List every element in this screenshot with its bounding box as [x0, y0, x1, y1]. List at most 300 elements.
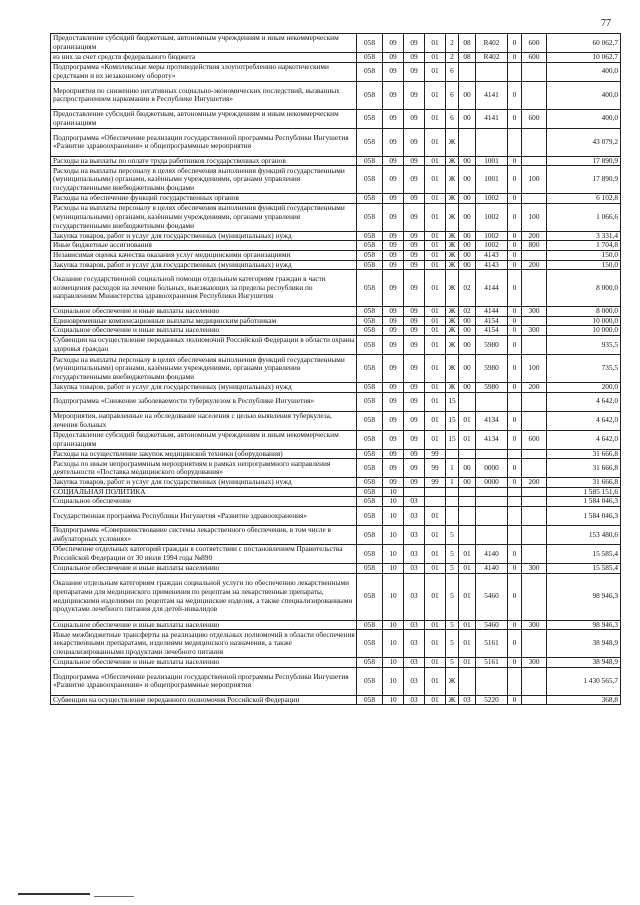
code-sub	[508, 392, 522, 411]
code-section: 09	[383, 326, 404, 336]
code-article: 1002	[476, 241, 508, 251]
code-article: 1002	[476, 194, 508, 204]
code-direction	[459, 62, 476, 81]
code-direction: 00	[459, 316, 476, 326]
code-direction: 08	[459, 34, 476, 53]
code-program: 01	[425, 525, 446, 544]
row-amount: 15 585,4	[547, 544, 621, 563]
row-name: Социальное обеспечение и иные выплаты населению	[51, 620, 357, 630]
code-sub: 0	[508, 326, 522, 336]
footer-rule-short	[94, 896, 134, 897]
code-subprogram: Ж	[446, 250, 459, 260]
table-row	[51, 573, 621, 620]
code-subsection: 09	[404, 34, 425, 53]
code-direction: 00	[459, 194, 476, 204]
code-expense	[522, 695, 547, 705]
code-subsection: 03	[404, 695, 425, 705]
code-subprogram: Ж	[446, 695, 459, 705]
code-subprogram: Ж	[446, 354, 459, 382]
code-program: 01	[425, 573, 446, 620]
code-direction: 01	[459, 573, 476, 620]
row-name: Закупка товаров, работ и услуг для государственных (муниципальных) нужд	[51, 231, 357, 241]
row-name: Мероприятия, направленные на обследование населения с целью выявления туберкулеза, лечения больных	[51, 411, 357, 430]
code-section: 10	[383, 525, 404, 544]
row-name: Оказание отдельным категориям граждан социальной услуги по обеспечению лекарственными препаратами для медицинского применения по рецептам на лекарственные препараты, медицинскими изделиями по рецептам на медицинские изделия, а также специализированными продуктами лечебного питания для детей-инвалидов	[51, 573, 357, 620]
code-subprogram	[446, 506, 459, 525]
code-sub: 0	[508, 573, 522, 620]
code-subprogram: Ж	[446, 166, 459, 194]
code-program: 01	[425, 270, 446, 307]
code-expense: 600	[522, 34, 547, 53]
code-subsection: 03	[404, 525, 425, 544]
code-expense	[522, 411, 547, 430]
code-section: 09	[383, 62, 404, 81]
code-direction: 00	[459, 156, 476, 166]
row-name: Подпрограмма «Комплексные меры противодействия злоупотреблению наркотическими средствами и их незаконному обороту»	[51, 62, 357, 81]
code-article: 4141	[476, 109, 508, 128]
code-subsection: 03	[404, 658, 425, 668]
code-expense	[522, 449, 547, 459]
code-article: 4141	[476, 81, 508, 109]
table-row	[51, 128, 621, 156]
code-grbs: 058	[357, 354, 383, 382]
row-amount: 3 331,4	[547, 231, 621, 241]
code-sub	[508, 487, 522, 497]
code-expense	[522, 316, 547, 326]
code-subsection: 09	[404, 307, 425, 317]
code-expense	[522, 525, 547, 544]
code-section: 09	[383, 335, 404, 354]
code-direction: 01	[459, 563, 476, 573]
code-article: 4154	[476, 326, 508, 336]
budget-table	[50, 33, 621, 705]
code-subsection: 09	[404, 241, 425, 251]
row-name: Подпрограмма «Обеспечение реализации государственной программы Республики Ингушетия «Развитие здравоохранения» и общепрограммные мероприятия	[51, 667, 357, 695]
code-grbs: 058	[357, 194, 383, 204]
code-section: 10	[383, 620, 404, 630]
code-sub: 0	[508, 620, 522, 630]
code-sub: 0	[508, 241, 522, 251]
code-program: 01	[425, 128, 446, 156]
code-direction	[459, 497, 476, 507]
code-expense	[522, 630, 547, 658]
code-sub	[508, 667, 522, 695]
row-name: Социальное обеспечение и иные выплаты населению	[51, 563, 357, 573]
code-expense: 300	[522, 563, 547, 573]
code-article: 1002	[476, 203, 508, 231]
code-article	[476, 62, 508, 81]
code-grbs: 058	[357, 81, 383, 109]
row-name: Расходы на выплаты персоналу в целях обеспечения выполнения функций государственными (муниципальными) органами, казёнными учреждениями, органами управления государственными внебюджетными фондами	[51, 203, 357, 231]
table-row	[51, 459, 621, 478]
code-direction: 01	[459, 544, 476, 563]
code-section: 09	[383, 250, 404, 260]
table-row	[51, 109, 621, 128]
code-grbs: 058	[357, 166, 383, 194]
code-grbs: 058	[357, 307, 383, 317]
code-expense	[522, 270, 547, 307]
code-article: 4144	[476, 270, 508, 307]
code-program: 01	[425, 695, 446, 705]
row-amount: 31 666,8	[547, 459, 621, 478]
table-row	[51, 62, 621, 81]
code-direction: 00	[459, 335, 476, 354]
row-name: Мероприятия по снижению негативных социально-экономических последствий, вызванных распространением наркомании в Республике Ингушетия»	[51, 81, 357, 109]
code-subsection: 09	[404, 156, 425, 166]
code-section: 09	[383, 411, 404, 430]
code-subprogram: Ж	[446, 382, 459, 392]
code-sub: 0	[508, 53, 522, 63]
code-section: 10	[383, 563, 404, 573]
code-direction: 08	[459, 53, 476, 63]
code-section: 09	[383, 430, 404, 449]
table-row	[51, 307, 621, 317]
code-subsection	[404, 487, 425, 497]
code-grbs: 058	[357, 544, 383, 563]
row-amount: 935,5	[547, 335, 621, 354]
row-name: Предоставление субсидий бюджетным, автономным учреждениям и иным некоммерческим организациям	[51, 430, 357, 449]
code-sub: 0	[508, 430, 522, 449]
code-article	[476, 487, 508, 497]
code-sub: 0	[508, 166, 522, 194]
code-subprogram: Ж	[446, 307, 459, 317]
code-subprogram: Ж	[446, 335, 459, 354]
table-row	[51, 166, 621, 194]
code-subprogram: 5	[446, 525, 459, 544]
row-amount: 10 062,7	[547, 53, 621, 63]
code-program: 01	[425, 260, 446, 270]
code-subsection: 03	[404, 620, 425, 630]
code-sub: 0	[508, 203, 522, 231]
code-article: 4144	[476, 307, 508, 317]
code-grbs: 058	[357, 382, 383, 392]
code-program: 01	[425, 62, 446, 81]
code-direction: 02	[459, 270, 476, 307]
code-subprogram: 6	[446, 81, 459, 109]
code-grbs: 058	[357, 478, 383, 488]
row-name: СОЦИАЛЬНАЯ ПОЛИТИКА	[51, 487, 357, 497]
row-amount: 17 890,9	[547, 156, 621, 166]
row-name: Единовременные компенсационные выплаты медицинским работникам	[51, 316, 357, 326]
code-grbs: 058	[357, 241, 383, 251]
code-subsection: 09	[404, 478, 425, 488]
code-sub	[508, 128, 522, 156]
code-section: 09	[383, 382, 404, 392]
code-article: 1001	[476, 166, 508, 194]
code-article: 4143	[476, 250, 508, 260]
code-expense	[522, 667, 547, 695]
table-row	[51, 156, 621, 166]
code-subprogram: 5	[446, 658, 459, 668]
code-expense: 300	[522, 658, 547, 668]
code-section: 10	[383, 667, 404, 695]
table-row	[51, 544, 621, 563]
code-expense: 600	[522, 109, 547, 128]
table-row	[51, 194, 621, 204]
code-grbs: 058	[357, 525, 383, 544]
code-program: 01	[425, 53, 446, 63]
code-subprogram: 5	[446, 544, 459, 563]
table-row	[51, 326, 621, 336]
code-grbs: 058	[357, 506, 383, 525]
code-subprogram: 6	[446, 109, 459, 128]
code-direction: 02	[459, 307, 476, 317]
row-name: Социальное обеспечение и иные выплаты населению	[51, 658, 357, 668]
code-article: 0000	[476, 478, 508, 488]
row-amount: 1 585 151,6	[547, 487, 621, 497]
code-grbs: 058	[357, 620, 383, 630]
code-program: 01	[425, 194, 446, 204]
table-row	[51, 658, 621, 668]
code-article: 1002	[476, 231, 508, 241]
code-grbs: 058	[357, 62, 383, 81]
code-subprogram: 2	[446, 34, 459, 53]
code-article	[476, 449, 508, 459]
code-grbs: 058	[357, 392, 383, 411]
table-row	[51, 497, 621, 507]
code-program: 01	[425, 392, 446, 411]
row-amount: 8 000,0	[547, 270, 621, 307]
code-direction	[459, 487, 476, 497]
code-sub	[508, 497, 522, 507]
code-section: 09	[383, 81, 404, 109]
code-sub: 0	[508, 270, 522, 307]
row-name: Предоставление субсидий бюджетным, автономным учреждениям и иным некоммерческим организациям	[51, 109, 357, 128]
code-article: 5460	[476, 620, 508, 630]
code-subprogram: Ж	[446, 241, 459, 251]
row-amount: 98 946,3	[547, 620, 621, 630]
code-subsection: 03	[404, 563, 425, 573]
code-direction: 01	[459, 430, 476, 449]
code-section: 10	[383, 695, 404, 705]
code-section: 09	[383, 109, 404, 128]
code-section: 09	[383, 53, 404, 63]
code-grbs: 058	[357, 34, 383, 53]
table-row	[51, 487, 621, 497]
code-sub	[508, 449, 522, 459]
code-program: 01	[425, 620, 446, 630]
code-subsection: 03	[404, 506, 425, 525]
code-grbs: 058	[357, 630, 383, 658]
code-subprogram: 5	[446, 573, 459, 620]
code-article: 5161	[476, 630, 508, 658]
code-direction: 00	[459, 260, 476, 270]
code-direction: 00	[459, 478, 476, 488]
code-subprogram	[446, 487, 459, 497]
code-article: 5161	[476, 658, 508, 668]
row-name: Расходы на выплаты персоналу в целях обеспечения выполнения функций государственными (муниципальными) органами, казёнными учреждениями, органами управления государственными внебюджетными фондами	[51, 166, 357, 194]
code-sub	[508, 62, 522, 81]
row-amount: 31 666,8	[547, 449, 621, 459]
code-subsection: 09	[404, 335, 425, 354]
row-name: Социальное обеспечение	[51, 497, 357, 507]
code-article: 5980	[476, 354, 508, 382]
table-row	[51, 506, 621, 525]
code-sub: 0	[508, 411, 522, 430]
code-subsection: 03	[404, 667, 425, 695]
code-section: 09	[383, 478, 404, 488]
code-direction: 00	[459, 203, 476, 231]
code-expense	[522, 487, 547, 497]
code-grbs: 058	[357, 573, 383, 620]
row-amount: 400,0	[547, 81, 621, 109]
code-sub: 0	[508, 630, 522, 658]
code-program: 99	[425, 459, 446, 478]
table-row	[51, 430, 621, 449]
code-subprogram: Ж	[446, 156, 459, 166]
code-sub: 0	[508, 335, 522, 354]
code-article: 5460	[476, 573, 508, 620]
code-section: 09	[383, 166, 404, 194]
code-grbs: 058	[357, 459, 383, 478]
code-expense	[522, 335, 547, 354]
row-amount: 38 948,9	[547, 630, 621, 658]
code-article: 5980	[476, 382, 508, 392]
code-subprogram	[446, 497, 459, 507]
code-sub: 0	[508, 382, 522, 392]
row-name: Иные бюджетные ассигнования	[51, 241, 357, 251]
code-expense	[522, 573, 547, 620]
table-row	[51, 478, 621, 488]
row-name: Государственная программа Республики Ингушетия «Развитие здравоохранения»	[51, 506, 357, 525]
table-row	[51, 667, 621, 695]
table-row	[51, 695, 621, 705]
row-name: Социальное обеспечение и иные выплаты населению	[51, 307, 357, 317]
row-amount: 60 062,7	[547, 34, 621, 53]
code-direction: 01	[459, 411, 476, 430]
code-expense	[522, 156, 547, 166]
code-expense: 100	[522, 354, 547, 382]
code-subprogram: Ж	[446, 667, 459, 695]
row-name: Предоставление субсидий бюджетным, автономным учреждениям и иным некоммерческим организациям	[51, 34, 357, 53]
table-row	[51, 53, 621, 63]
code-subprogram: 2	[446, 53, 459, 63]
table-row	[51, 203, 621, 231]
table-row	[51, 81, 621, 109]
code-subprogram: Ж	[446, 128, 459, 156]
code-subsection: 09	[404, 392, 425, 411]
row-amount: 1 430 565,7	[547, 667, 621, 695]
code-sub: 0	[508, 156, 522, 166]
code-subprogram: Ж	[446, 231, 459, 241]
code-program: 01	[425, 354, 446, 382]
code-subsection: 03	[404, 544, 425, 563]
code-grbs: 058	[357, 667, 383, 695]
row-amount: 1 066,6	[547, 203, 621, 231]
code-direction	[459, 449, 476, 459]
code-expense	[522, 544, 547, 563]
row-name: Закупка товаров, работ и услуг для государственных (муниципальных) нужд	[51, 260, 357, 270]
code-section: 09	[383, 260, 404, 270]
code-sub: 0	[508, 544, 522, 563]
code-grbs: 058	[357, 658, 383, 668]
code-direction: 00	[459, 241, 476, 251]
row-amount: 1 704,8	[547, 241, 621, 251]
code-grbs: 058	[357, 270, 383, 307]
code-section: 10	[383, 630, 404, 658]
row-name: Расходы на выплаты по оплате труда работников государственных органов	[51, 156, 357, 166]
code-grbs: 058	[357, 449, 383, 459]
code-subprogram: Ж	[446, 203, 459, 231]
row-amount: 15 585,4	[547, 563, 621, 573]
code-expense: 600	[522, 53, 547, 63]
code-sub: 0	[508, 194, 522, 204]
code-expense	[522, 506, 547, 525]
code-direction	[459, 667, 476, 695]
table-row	[51, 34, 621, 53]
table-row	[51, 231, 621, 241]
row-name: Подпрограмма «Обеспечение реализации государственной программы Республики Ингушетия «Развитие здравоохранения» и общепрограммные мероприятия	[51, 128, 357, 156]
code-grbs: 058	[357, 487, 383, 497]
table-row	[51, 392, 621, 411]
row-amount: 8 000,0	[547, 307, 621, 317]
table-row	[51, 630, 621, 658]
code-grbs: 058	[357, 53, 383, 63]
code-direction: 03	[459, 695, 476, 705]
row-name: Подпрограмма «Совершенствование системы лекарственного обеспечения, в том числе в амбулаторных условиях»	[51, 525, 357, 544]
code-section: 09	[383, 241, 404, 251]
code-grbs: 058	[357, 250, 383, 260]
code-subsection: 09	[404, 459, 425, 478]
code-subsection: 09	[404, 270, 425, 307]
code-subprogram: 5	[446, 630, 459, 658]
code-sub: 0	[508, 81, 522, 109]
code-subsection: 09	[404, 449, 425, 459]
code-program: 01	[425, 316, 446, 326]
code-direction: 00	[459, 354, 476, 382]
code-direction: 00	[459, 231, 476, 241]
row-amount: 1 584 046,3	[547, 506, 621, 525]
row-name: Закупка товаров, работ и услуг для государственных (муниципальных) нужд	[51, 478, 357, 488]
code-article: R402	[476, 34, 508, 53]
code-program: 99	[425, 449, 446, 459]
code-article: 4154	[476, 316, 508, 326]
row-amount: 43 079,2	[547, 128, 621, 156]
code-expense	[522, 497, 547, 507]
code-sub: 0	[508, 563, 522, 573]
code-section: 09	[383, 316, 404, 326]
code-grbs: 058	[357, 411, 383, 430]
row-amount: 10 000,0	[547, 316, 621, 326]
row-amount: 1 584 046,3	[547, 497, 621, 507]
code-subsection: 03	[404, 497, 425, 507]
code-subsection: 09	[404, 260, 425, 270]
table-row	[51, 411, 621, 430]
code-article	[476, 497, 508, 507]
code-section: 09	[383, 392, 404, 411]
row-amount: 200,0	[547, 382, 621, 392]
row-amount: 150,0	[547, 250, 621, 260]
code-subprogram: 6	[446, 62, 459, 81]
code-grbs: 058	[357, 260, 383, 270]
table-row	[51, 316, 621, 326]
code-article: 4134	[476, 430, 508, 449]
code-article	[476, 128, 508, 156]
code-sub: 0	[508, 658, 522, 668]
code-subprogram: Ж	[446, 316, 459, 326]
code-grbs: 058	[357, 326, 383, 336]
code-article: 4143	[476, 260, 508, 270]
code-grbs: 058	[357, 430, 383, 449]
code-sub	[508, 525, 522, 544]
code-article	[476, 392, 508, 411]
code-subsection: 09	[404, 81, 425, 109]
code-expense	[522, 459, 547, 478]
code-program: 01	[425, 156, 446, 166]
row-amount: 368,8	[547, 695, 621, 705]
code-subsection: 09	[404, 62, 425, 81]
code-program: 01	[425, 658, 446, 668]
